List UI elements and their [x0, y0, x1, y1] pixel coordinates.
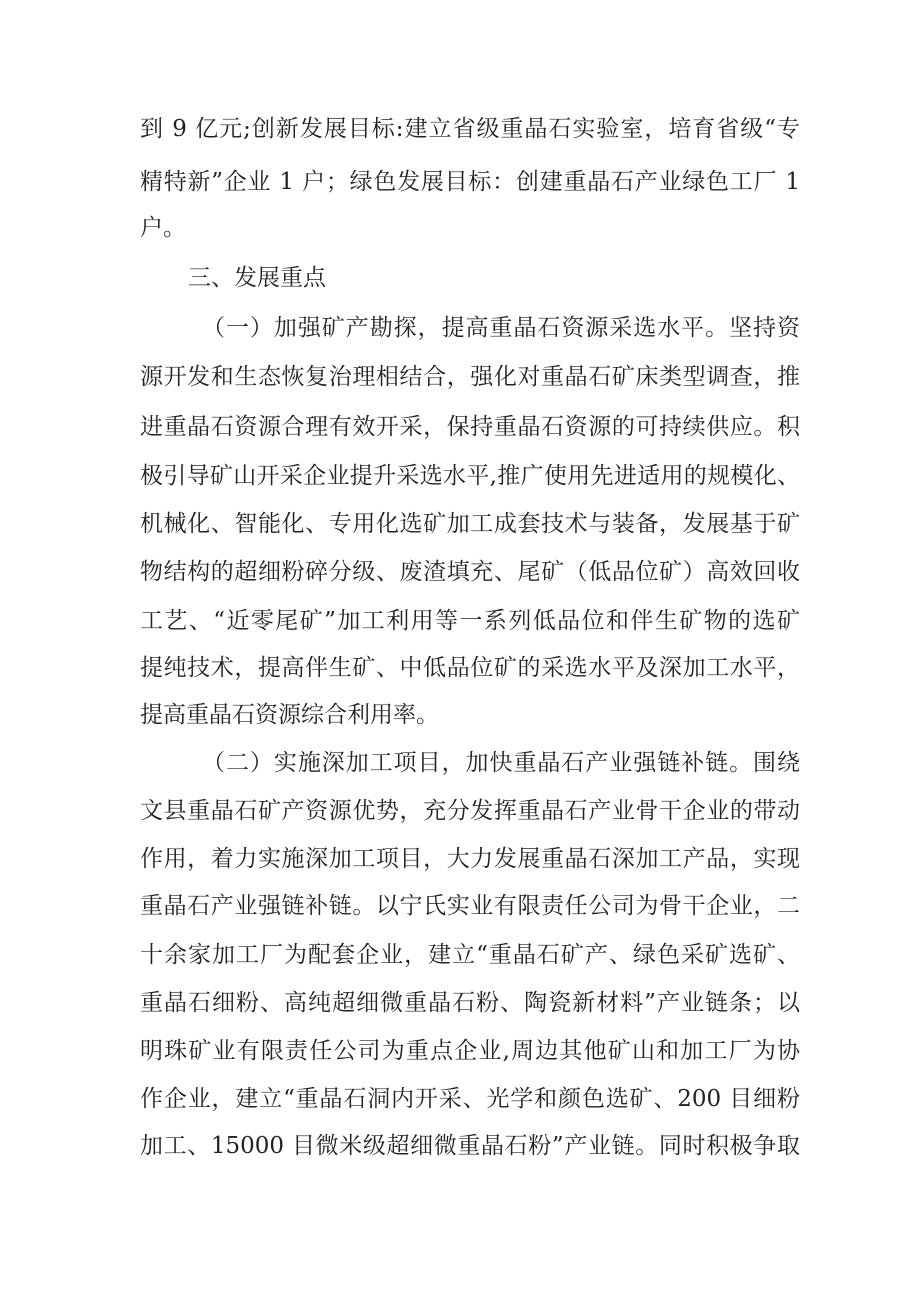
text-line: （二）实施深加工项目，加快重晶石产业强链补链。围绕 — [202, 750, 800, 776]
text-line: 重晶石产业强链补链。以宁氏实业有限责任公司为骨干企业，二 — [140, 893, 800, 919]
section-heading: 三、发展重点 — [188, 265, 326, 291]
text-line: 作用，着力实施深加工项目，大力发展重晶石深加工产品，实现 — [140, 846, 800, 872]
text-line: 十余家加工厂为配套企业，建立“重晶石矿产、绿色采矿选矿、 — [140, 942, 800, 968]
text-line: 机械化、智能化、专用化选矿加工成套技术与装备，发展基于矿 — [140, 511, 800, 537]
text-line: 加工、15000 目微米级超细微重晶石粉”产业链。同时积极争取 — [140, 1133, 800, 1159]
text-line: 户。 — [140, 215, 186, 241]
text-line: 精特新”企业 1 户；绿色发展目标：创建重晶石产业绿色工厂 1 — [140, 169, 800, 195]
text-line: 提高重晶石资源综合利用率。 — [140, 702, 439, 728]
text-line: 作企业，建立“重晶石洞内开采、光学和颜色选矿、200 目细粉 — [140, 1086, 800, 1112]
text-line: 工艺、“近零尾矿”加工利用等一系列低品位和伴生矿物的选矿 — [140, 608, 800, 634]
text-line: 重晶石细粉、高纯超细微重晶石粉、陶瓷新材料”产业链条；以 — [140, 990, 800, 1016]
text-line: 明珠矿业有限责任公司为重点企业,周边其他矿山和加工厂为协 — [140, 1038, 800, 1064]
text-line: 进重晶石资源合理有效开采，保持重晶石资源的可持续供应。积 — [140, 414, 800, 440]
text-line: （一）加强矿产勘探，提高重晶石资源采选水平。坚持资 — [202, 315, 800, 341]
text-line: 物结构的超细粉碎分级、废渣填充、尾矿（低品位矿）高效回收 — [140, 559, 800, 585]
text-line: 提纯技术，提高伴生矿、中低品位矿的采选水平及深加工水平， — [140, 655, 800, 681]
text-line: 极引导矿山开采企业提升采选水平,推广使用先进适用的规模化、 — [140, 463, 800, 489]
text-line: 到 9 亿元;创新发展目标:建立省级重晶石实验室，培育省级“专 — [140, 116, 800, 142]
text-line: 源开发和生态恢复治理相结合，强化对重晶石矿床类型调查，推 — [140, 364, 800, 390]
text-line: 文县重晶石矿产资源优势，充分发挥重晶石产业骨干企业的带动 — [140, 798, 800, 824]
